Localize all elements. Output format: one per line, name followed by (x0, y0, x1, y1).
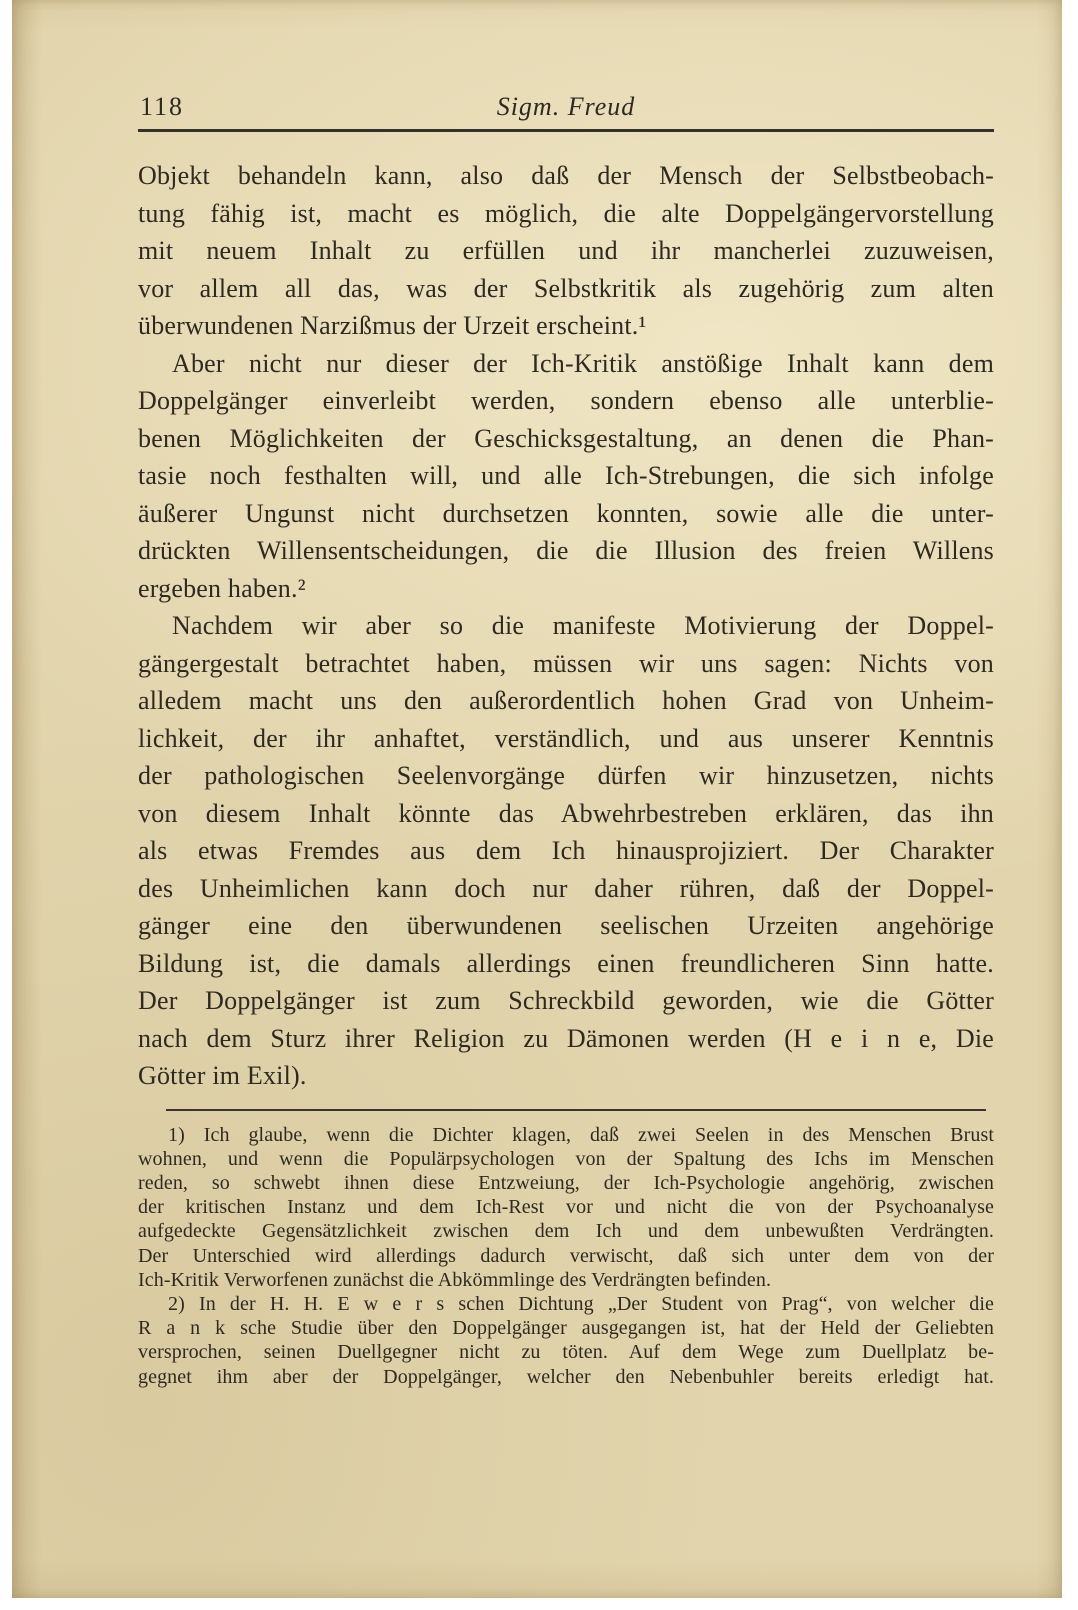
running-head-row (138, 92, 994, 129)
footnote-line: der kritischen Instanz und dem Ich-Rest vor und nicht die von der Psychoanalyse (138, 1196, 994, 1219)
text-line: nach dem Sturz ihrer Religion zu Dämonen werden (H e i n e, Die (138, 1023, 994, 1053)
text-line: ergeben haben.² (138, 573, 306, 603)
text-line: Nachdem wir aber so die manifeste Motivierung der Doppel- (172, 611, 994, 640)
book-page (12, 0, 1062, 1598)
page-header (138, 0, 994, 132)
footnote-line: 2) In der H. H. E w e r s schen Dichtung „Der Student von Prag“, von welcher die (168, 1292, 994, 1315)
header-rule (138, 129, 994, 132)
footnote-separator (166, 1109, 986, 1111)
running-head: Sigm. Freud (496, 92, 636, 121)
text-line: lichkeit, der ihr anhaftet, verständlich, und aus unserer Kenntnis (138, 723, 994, 753)
footnote-line: Ich-Kritik Verworfenen zunächst die Abkömmlinge des Verdrängten befinden. (138, 1268, 772, 1291)
text-line: Doppelgänger einverleibt werden, sondern ebenso alle unterblie- (138, 386, 994, 415)
text-line: Götter im Exil). (138, 1061, 307, 1090)
text-line: Objekt behandeln kann, also daß der Mensch der Selbstbeobach- (138, 161, 994, 190)
footnote-line: R a n k sche Studie über den Doppelgänger ausgegangen ist, hat der Held der Geliebten (138, 1317, 994, 1340)
footnote (138, 1292, 994, 1389)
footnote-line: versprochen, seinen Duellgegner nicht zu töten. Auf dem Wege zum Duellplatz be- (138, 1341, 994, 1364)
footnote-line: aufgedeckte Gegensätzlichkeit zwischen dem Ich und dem unbewußten Verdrängten. (138, 1220, 994, 1243)
text-line: vor allem all das, was der Selbstkritik als zugehörig zum alten (138, 273, 994, 303)
text-line: drückten Willensentscheidungen, die die Illusion des freien Willens (138, 536, 994, 565)
text-line: gänger eine den überwundenen seelischen Urzeiten angehörige (138, 911, 994, 940)
paragraph (138, 157, 994, 345)
paragraph (138, 345, 994, 608)
text-line: gängergestalt betrachtet haben, müssen wir uns sagen: Nichts von (138, 648, 994, 678)
text-line: alledem macht uns den außerordentlich hohen Grad von Unheim- (138, 686, 994, 715)
text-line: der pathologischen Seelenvorgänge dürfen wir hinzusetzen, nichts (138, 761, 994, 790)
footnote (138, 1123, 994, 1292)
paragraph (138, 607, 994, 1095)
body-text (138, 157, 994, 1095)
footnote-line: Der Unterschied wird allerdings dadurch verwischt, daß sich unter dem von der (138, 1244, 994, 1267)
text-line: des Unheimlichen kann doch nur daher rühren, daß der Doppel- (138, 873, 994, 903)
footnote-line: gegnet ihm aber der Doppelgänger, welcher den Nebenbuhler bereits erledigt hat. (138, 1365, 994, 1388)
text-line: tung fähig ist, macht es möglich, die alte Doppelgängervorstellung (138, 198, 994, 228)
text-line: Aber nicht nur dieser der Ich-Kritik anstößige Inhalt kann dem (172, 348, 994, 378)
text-line: äußerer Ungunst nicht durchsetzen konnten, sowie alle die unter- (138, 498, 994, 528)
text-line: Bildung ist, die damals allerdings einen freundlicheren Sinn hatte. (138, 948, 994, 978)
page-number: 118 (140, 92, 185, 121)
footnote-line: 1) Ich glaube, wenn die Dichter klagen, daß zwei Seelen in des Menschen Brust (168, 1123, 994, 1146)
text-line: Der Doppelgänger ist zum Schreckbild geworden, wie die Götter (138, 986, 994, 1015)
text-line: von diesem Inhalt könnte das Abwehrbestreben erklären, das ihn (138, 798, 994, 828)
text-line: mit neuem Inhalt zu erfüllen und ihr mancherlei zuzuweisen, (138, 236, 994, 265)
text-line: benen Möglichkeiten der Geschicksgestaltung, an denen die Phan- (138, 423, 994, 453)
text-column (138, 0, 994, 1389)
text-line: als etwas Fremdes aus dem Ich hinausprojiziert. Der Charakter (138, 836, 994, 865)
footnote-line: reden, so schwebt ihnen diese Entzweiung, der Ich-Psychologie angehörig, zwischen (138, 1171, 994, 1194)
footnotes (138, 1123, 994, 1389)
text-line: tasie noch festhalten will, und alle Ich-Strebungen, die sich infolge (138, 461, 994, 490)
text-line: überwundenen Narzißmus der Urzeit erscheint.¹ (138, 311, 647, 340)
footnote-line: wohnen, und wenn die Populärpsychologen von der Spaltung des Ichs im Menschen (138, 1147, 994, 1170)
